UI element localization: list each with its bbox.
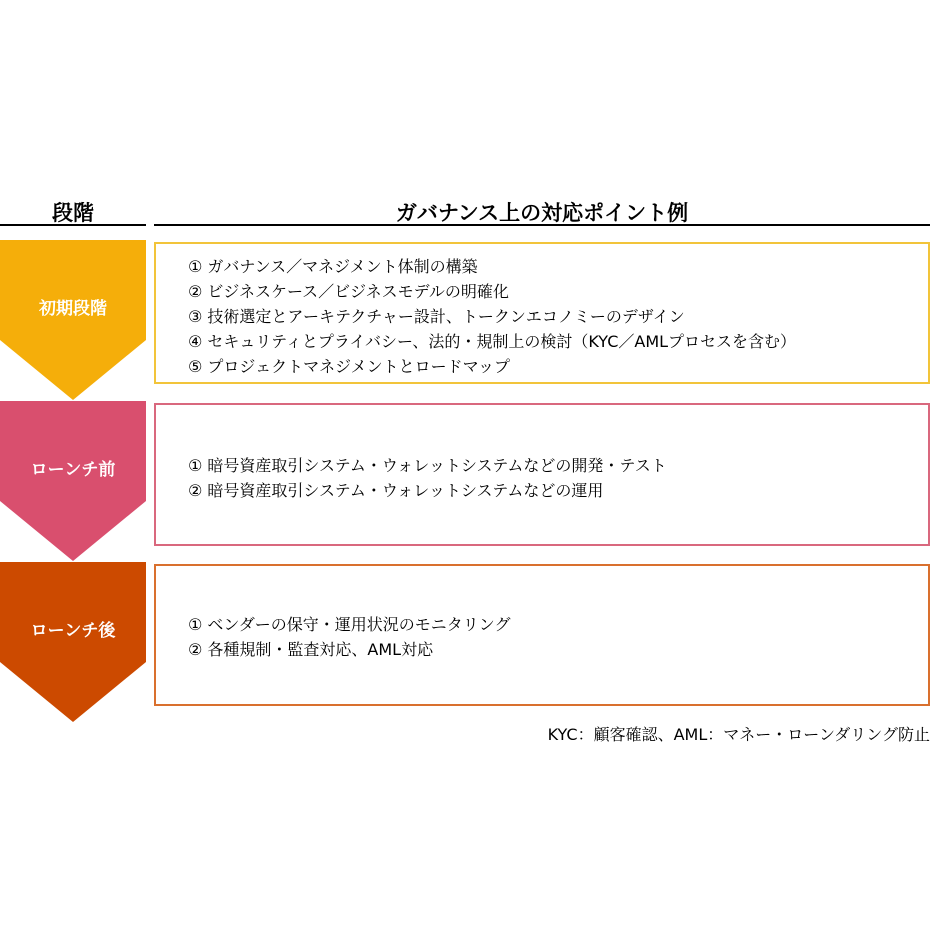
header-rule-stage [0,224,146,226]
chevron-arrow-post-launch-icon [0,562,146,722]
chevron-arrow-pre-launch-icon [0,401,146,561]
stage-label-initial: 初期段階 [39,299,107,319]
stage-box-pre-launch [154,403,930,546]
points-list-post-launch [188,612,928,662]
stage-box-post-launch [154,564,930,706]
points-list-pre-launch [188,453,928,503]
list-item: ① ベンダーの保守・運用状況のモニタリング [188,615,511,634]
header-rule-points [154,224,930,226]
header-stage: 段階 [52,201,94,225]
list-item: ② 暗号資産取引システム・ウォレットシステムなどの運用 [188,481,604,500]
stage-label-post-launch: ローンチ後 [30,621,116,641]
list-item: ④ セキュリティとプライバシー、法的・規制上の検討（KYC／AMLプロセスを含む） [188,332,797,351]
chevron-arrow-initial-icon [0,240,146,400]
list-item: ③ 技術選定とアーキテクチャー設計、トークンエコノミーのデザイン [188,307,685,326]
stage-arrow-post-launch [0,562,146,722]
footnote: KYC：顧客確認、AML：マネー・ローンダリング防止 [547,725,930,744]
header-points: ガバナンス上の対応ポイント例 [395,201,689,225]
list-item: ⑤ プロジェクトマネジメントとロードマップ [188,357,510,376]
stage-arrow-pre-launch [0,401,146,561]
list-item: ① 暗号資産取引システム・ウォレットシステムなどの開発・テスト [188,456,667,475]
stage-arrow-initial [0,240,146,400]
stage-box-initial [154,242,930,384]
list-item: ② ビジネスケース／ビジネスモデルの明確化 [188,282,509,301]
list-item: ② 各種規制・監査対応、AML対応 [188,640,434,659]
list-item: ① ガバナンス／マネジメント体制の構築 [188,257,478,276]
stage-label-pre-launch: ローンチ前 [30,460,116,480]
points-list-initial [188,254,928,379]
